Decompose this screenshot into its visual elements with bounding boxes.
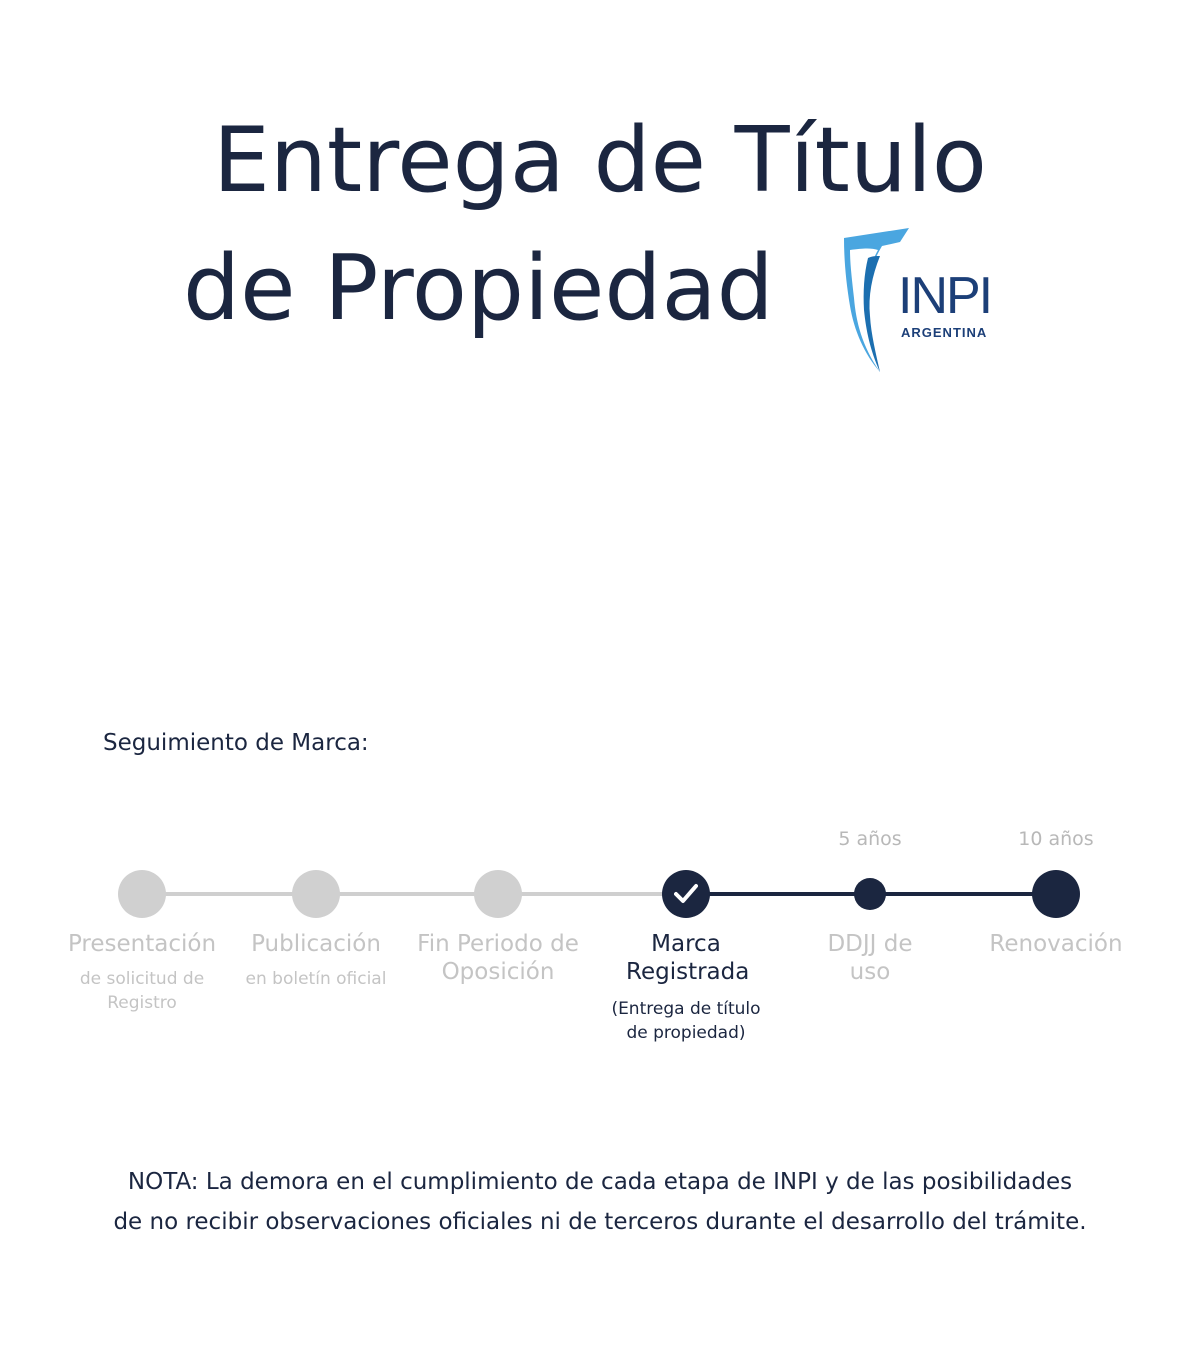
page-title-line1: Entrega de Título <box>213 108 987 213</box>
step-node-current <box>662 870 710 918</box>
step-node <box>1032 870 1080 918</box>
step-sublabel: en boletín oficial <box>245 969 387 989</box>
step-label: Fin Periodo de Oposición <box>417 931 579 985</box>
footnote <box>0 1162 1200 1242</box>
timeline-connector-completed <box>142 892 686 896</box>
step-label: Publicación <box>251 931 381 957</box>
step-label: Presentación <box>67 931 217 957</box>
step-label: DDJJ de uso <box>827 931 913 985</box>
step-label: Marca Registrada <box>626 931 750 985</box>
progress-timeline <box>0 820 1200 1060</box>
step-node <box>118 870 166 918</box>
page-title-line2: de Propiedad <box>183 236 774 341</box>
logo-subtitle: ARGENTINA <box>901 325 988 340</box>
step-node <box>292 870 340 918</box>
step-node <box>474 870 522 918</box>
step-sublabel: de solicitud de Registro <box>79 969 205 1013</box>
step-period-label: 10 años <box>1018 828 1094 850</box>
footnote-line: de no recibir observaciones oficiales ni de terceros durante el desarrollo del trámite. <box>113 1209 1087 1235</box>
step-node <box>854 878 886 910</box>
logo-wordmark: INPI <box>898 267 992 325</box>
section-label: Seguimiento de Marca: <box>103 730 369 756</box>
footnote-line: NOTA: La demora en el cumplimiento de cada etapa de INPI y de las posibilidades <box>127 1169 1073 1195</box>
step-label: Renovación <box>989 931 1123 957</box>
step-period-label: 5 años <box>838 828 902 850</box>
check-icon <box>674 883 698 905</box>
step-sublabel: (Entrega de título de propiedad) <box>611 999 761 1043</box>
